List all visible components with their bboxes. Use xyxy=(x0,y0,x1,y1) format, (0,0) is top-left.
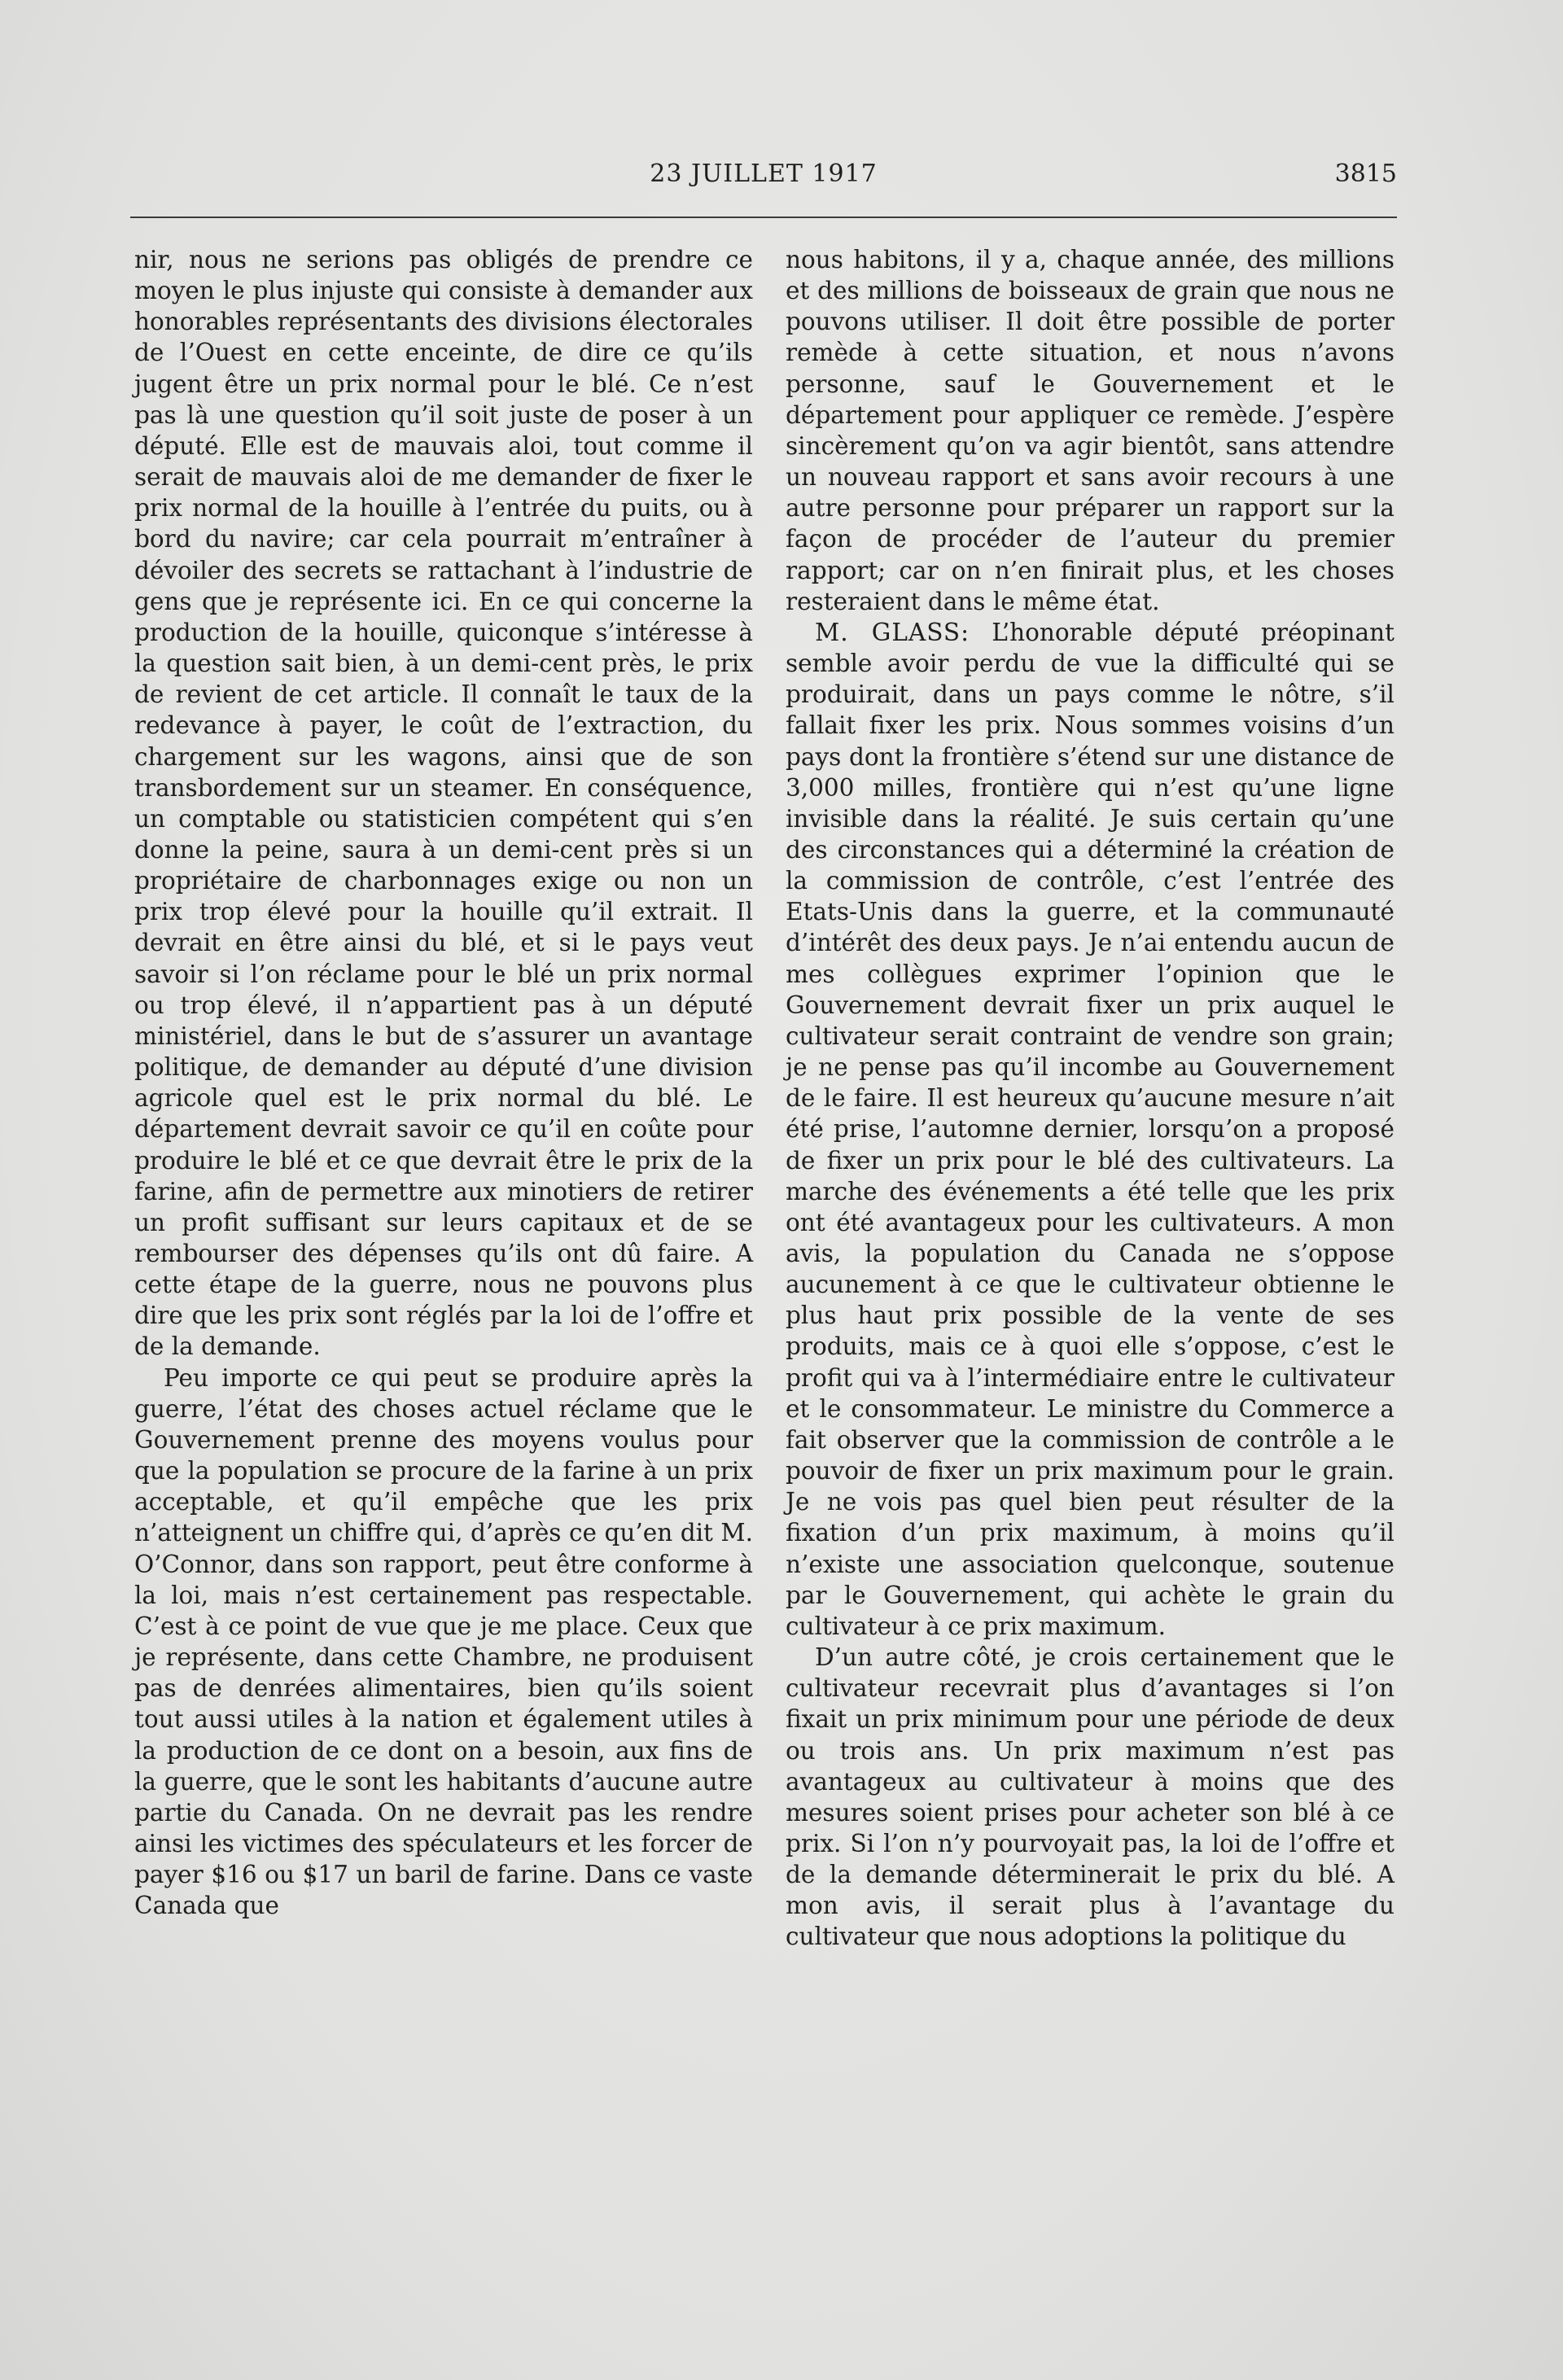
right-column xyxy=(786,244,1394,1953)
right-paragraph-2 xyxy=(786,617,1394,1642)
left-column xyxy=(134,244,753,1921)
header-date: 23 JUILLET 1917 xyxy=(650,160,878,188)
left-paragraph-2: Peu importe ce qui peut se produire après la guerre, l’état des choses actuel réclame que le Gouvernement prenne des moyens voulus pour que la population se procure de la farine à un prix acceptable, et qu’il empêche que les prix n’atteignent un chiffre qui, d’après ce qu’en dit M. O’Connor, dans son rapport, peut être conforme à la loi, mais n’est certainement pas respectable. C’est à ce point de vue que je me place. Ceux que je représente, dans cette Chambre, ne produisent pas de denrées alimentaires, bien qu’ils soient tout aussi utiles à la nation et également utiles à la production de ce dont on a besoin, aux fins de la guerre, que le sont les habitants d’aucune autre partie du Canada. On ne devrait pas les rendre ainsi les victimes des spéculateurs et les forcer de payer $16 ou $17 un baril de farine. Dans ce vaste Canada que xyxy=(134,1363,753,1920)
page-number: 3815 xyxy=(1334,160,1397,188)
speech-text: L’honorable député préopinant semble avoir perdu de vue la difficulté qui se produirait, dans un pays comme le nôtre, s’il fallait fixer les prix. Nous sommes voisins d’un pays dont la frontière s’étend sur une distance de 3,000 milles, frontière qui n’est qu’une ligne invisible dans la réalité. Je suis certain qu’une des circonstances qui a déterminé la création de la commission de contrôle, c’est l’entrée des Etats-Unis dans la guerre, et la communauté d’intérêt des deux pays. Je n’ai entendu aucun de mes collègues exprimer l’opinion que le Gouvernement devrait fixer un prix auquel le cultivateur serait contraint de vendre son grain; je ne pense pas qu’il incombe au Gouvernement de le faire. Il est heureux qu’aucune mesure n’ait été prise, l’automne dernier, lorsqu’on a proposé de fixer un prix pour le blé des cultivateurs. La marche des événements a été telle que les prix ont été avantageux pour les cultivateurs. A mon avis, la population du Canada ne s’oppose aucunement à ce que le cultivateur obtienne le plus haut prix possible de la vente de ses produits, mais ce à quoi elle s’oppose, c’est le profit qui va à l’intermédiaire entre le cultivateur et le consommateur. Le ministre du Commerce a fait observer que la commission de contrôle a le pouvoir de fixer un prix maximum pour le grain. Je ne vois pas quel bien peut résulter de la fixation d’un prix maximum, à moins qu’il n’existe une association quelconque, soutenue par le Gouvernement, qui achète le grain du cultivateur à ce prix maximum. xyxy=(786,618,1394,1640)
right-paragraph-1: nous habitons, il y a, chaque année, des millions et des millions de boisseaux de grain que nous ne pouvons utiliser. Il doit être possible de porter remède à cette situation, et nous n’avons personne, sauf le Gouvernement et le département pour appliquer ce remède. J’espère sincèrement qu’on va agir bientôt, sans attendre un nouveau rapport et sans avoir recours à une autre personne pour préparer un rapport sur la façon de procéder de l’auteur du premier rapport; car on n’en finirait plus, et les choses resteraient dans le même état. xyxy=(786,246,1394,615)
header-rule xyxy=(130,217,1397,218)
left-paragraph-1: nir, nous ne serions pas obligés de prendre ce moyen le plus injuste qui consiste à demander aux honorables représentants des divisions électorales de l’Ouest en cette enceinte, de dire ce qu’ils jugent être un prix normal pour le blé. Ce n’est pas là une question qu’il soit juste de poser à un député. Elle est de mauvais aloi, tout comme il serait de mauvais aloi de me demander de fixer le prix normal de la houille à l’entrée du puits, ou à bord du navire; car cela pourrait m’entraîner à dévoiler des secrets se rattachant à l’industrie de gens que je représente ici. En ce qui concerne la production de la houille, quiconque s’intéresse à la question sait bien, à un demi-cent près, le prix de revient de cet article. Il connaît le taux de la redevance à payer, le coût de l’extraction, du chargement sur les wagons, ainsi que de son transbordement sur un steamer. En conséquence, un comptable ou statisticien compétent qui s’en donne la peine, saura à un demi-cent près si un propriétaire de charbonnages exige ou non un prix trop élevé pour la houille qu’il extrait. Il devrait en être ainsi du blé, et si le pays veut savoir si l’on réclame pour le blé un prix normal ou trop élevé, il n’appartient pas à un député ministériel, dans le but de s’assurer un avantage politique, de demander au député d’une division agricole quel est le prix normal du blé. Le département devrait savoir ce qu’il en coûte pour produire le blé et ce que devrait être le prix de la farine, afin de permettre aux minotiers de retirer un profit suffisant sur leurs capitaux et de se rembourser des dépenses qu’ils ont dû faire. A cette étape de la guerre, nous ne pouvons plus dire que les prix sont réglés par la loi de l’offre et de la demande. xyxy=(134,246,753,1361)
page-header xyxy=(130,160,1397,192)
speaker-name: M. GLASS: xyxy=(815,618,970,646)
right-paragraph-3: D’un autre côté, je crois certainement que le cultivateur recevrait plus d’avantages si l’on fixait un prix minimum pour une période de deux ou trois ans. Un prix maximum n’est pas avantageux au cultivateur à moins que des mesures soient prises pour acheter son blé à ce prix. Si l’on n’y pourvoyait pas, la loi de l’offre et de la demande déterminerait le prix du blé. A mon avis, il serait plus à l’avantage du cultivateur que nous adoptions la politique du xyxy=(786,1643,1394,1951)
